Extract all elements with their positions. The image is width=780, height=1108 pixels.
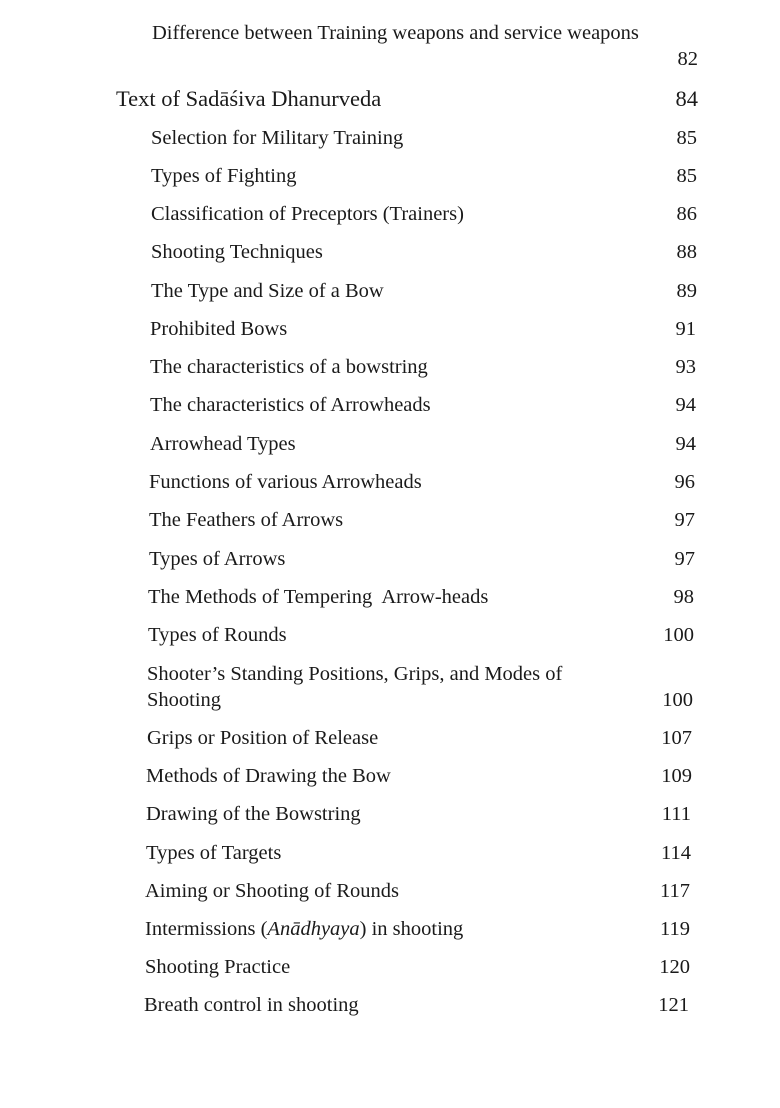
toc-entry-page: 97 — [674, 509, 695, 531]
toc-entry-page: 91 — [675, 318, 696, 340]
toc-entry-page: 96 — [674, 471, 695, 493]
toc-entry-title-italic: Anādhyaya — [267, 918, 360, 940]
toc-entry-title: Breath control in shooting — [144, 994, 359, 1016]
toc-entry-title — [145, 916, 463, 942]
toc-entry-page: 111 — [661, 803, 691, 825]
toc-entry — [149, 546, 695, 572]
toc-entry-title: Prohibited Bows — [150, 318, 288, 340]
toc-entry-page: 117 — [660, 880, 690, 902]
toc-entry — [145, 954, 690, 980]
toc-entry-page: 119 — [660, 918, 690, 940]
toc-entry-page: 86 — [676, 203, 697, 225]
toc-entry — [151, 201, 697, 227]
toc-entry-page: 88 — [676, 241, 697, 263]
toc-entry-title: Grips or Position of Release — [147, 727, 379, 749]
toc-entry-title: Shooting Techniques — [151, 241, 323, 263]
toc-entry — [146, 840, 691, 866]
toc-entry-page: 85 — [676, 165, 697, 187]
toc-entry-title: Shooting Practice — [145, 956, 291, 978]
toc-entry — [150, 354, 696, 380]
toc-section-heading — [116, 86, 698, 114]
toc-entry-title: Types of Arrows — [149, 548, 286, 570]
toc-entry-title: Methods of Drawing the Bow — [146, 765, 391, 787]
toc-entry-title: Types of Rounds — [148, 624, 287, 646]
toc-entry-page: 84 — [675, 86, 698, 111]
toc-entry — [149, 469, 695, 495]
toc-entry-page: 114 — [661, 842, 691, 864]
toc-entry-page: 109 — [661, 765, 692, 787]
toc-entry-title: Drawing of the Bowstring — [146, 803, 361, 825]
toc-entry — [145, 916, 690, 942]
toc-entry — [145, 878, 690, 904]
toc-entry-page: 121 — [658, 994, 689, 1016]
toc-entry-page: 100 — [662, 689, 693, 711]
toc-entry-page: 82 — [677, 48, 698, 70]
toc-entry-title-line1: Shooter’s Standing Positions, Grips, and Modes of — [147, 663, 563, 685]
toc-entry-page: 107 — [661, 727, 692, 749]
toc-entry-page: 93 — [675, 356, 696, 378]
toc-entry — [151, 163, 697, 189]
toc-entry-title: Classification of Preceptors (Trainers) — [151, 203, 464, 225]
toc-entry — [147, 661, 693, 713]
toc-entry-page: 94 — [675, 433, 696, 455]
toc-entry — [151, 239, 697, 265]
toc-entry — [151, 278, 697, 304]
toc-entry-page: 89 — [676, 280, 697, 302]
toc-entry — [146, 801, 691, 827]
toc-entry-title: Text of Sadāśiva Dhanurveda — [116, 86, 382, 111]
toc-entry-title: Arrowhead Types — [150, 433, 296, 455]
toc-entry-title: Types of Targets — [146, 842, 282, 864]
toc-entry-page: 100 — [663, 624, 694, 646]
toc-entry — [150, 392, 696, 418]
toc-entry-title: Functions of various Arrowheads — [149, 471, 422, 493]
toc-entry-title: The Feathers of Arrows — [149, 509, 344, 531]
toc-entry — [144, 992, 689, 1018]
toc-entry — [151, 125, 697, 151]
toc-entry-title: The Type and Size of a Bow — [151, 280, 384, 302]
toc-entry-title-part: Intermissions ( — [145, 918, 268, 940]
toc-entry — [147, 725, 692, 751]
toc-entry-page: 97 — [674, 548, 695, 570]
toc-entry-page: 120 — [659, 956, 690, 978]
toc-entry-page: 94 — [675, 394, 696, 416]
toc-entry-page: 85 — [676, 127, 697, 149]
toc-entry-title: Aiming or Shooting of Rounds — [145, 880, 399, 902]
toc-entry-title-line2: Shooting — [147, 689, 222, 711]
toc-entry — [150, 431, 696, 457]
toc-entry-title: Difference between Training weapons and service weapons — [152, 22, 639, 44]
toc-entry-title: Types of Fighting — [151, 165, 297, 187]
toc-entry-title: The characteristics of a bowstring — [150, 356, 428, 378]
toc-entry-title: The characteristics of Arrowheads — [150, 394, 431, 416]
toc-entry — [150, 316, 696, 342]
toc-entry-page: 98 — [673, 586, 694, 608]
toc-entry — [148, 622, 694, 648]
toc-entry — [146, 763, 692, 789]
toc-entry — [148, 584, 694, 610]
toc-entry-title: The Methods of Tempering Arrow-heads — [148, 586, 489, 608]
toc-entry — [152, 20, 698, 72]
toc-entry-title: Selection for Military Training — [151, 127, 404, 149]
toc-entry — [149, 507, 695, 533]
toc-entry-title-part: ) in shooting — [359, 918, 464, 940]
